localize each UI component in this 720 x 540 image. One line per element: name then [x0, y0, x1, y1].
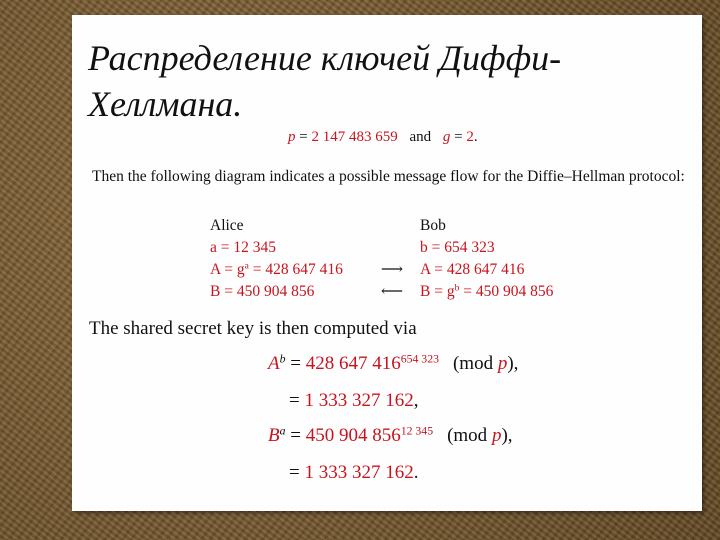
eq1-exp: b [279, 352, 286, 366]
param-g-symbol: g [442, 129, 451, 145]
eq3-power: 12 345 [400, 424, 434, 438]
param-p-value: 2 147 483 659 [311, 129, 398, 145]
eq1-base: A [268, 353, 280, 374]
alice-secret: a = 12 345 [210, 239, 276, 256]
slide-title: Распределение ключей Диффи-Хеллмана. [88, 38, 562, 124]
eq2-value: 1 333 327 162 [304, 390, 414, 411]
eq3-base: B [268, 425, 280, 446]
param-p-symbol: p [288, 129, 296, 145]
eq3-number: 450 904 856 [305, 425, 401, 446]
param-end: . [473, 129, 478, 145]
intro-paragraph: Then the following diagram indicates a possible message flow for the Diffie–Hellman protocol: [92, 168, 685, 185]
eq1-mod: (mod p), [452, 353, 519, 374]
bob-secret: b = 654 323 [420, 239, 495, 256]
shared-secret-intro: The shared secret key is then computed via [89, 318, 417, 339]
param-and: and [409, 129, 432, 145]
eq1-power: 654 323 [400, 352, 439, 366]
equation-3: $B^a = 450$ 904 $856^{12 345}$ (mod p), [268, 424, 513, 446]
equation-2: = 1 333 327 162, [289, 390, 419, 411]
slide-panel [72, 15, 702, 511]
equation-4: = 1 333 327 162. [289, 462, 419, 483]
parameters-line: p = 2 147 483 659 and g = 2. [288, 129, 478, 145]
bob-public-B: $B = g^b = 450$ 904 856 [420, 282, 554, 300]
arrow-right-icon: ⟶ [380, 261, 404, 278]
arrow-left-icon: ⟵ [380, 283, 404, 300]
eq4-value: 1 333 327 162 [304, 462, 414, 483]
bob-label: Bob [420, 217, 446, 234]
param-g-value: 2 [466, 129, 474, 145]
bob-received-A: A = 428 647 416 [420, 261, 525, 278]
eq1-number: 428 647 416 [305, 353, 401, 374]
alice-received-B: B = 450 904 856 [210, 283, 315, 300]
equation-1: $A^b = 428$ 647 $416^{654 323}$ (mod p), [268, 352, 519, 374]
eq3-exp: a [279, 424, 286, 438]
eq3-mod: (mod p), [447, 425, 513, 446]
alice-public-A: $A = g^a = 428$ 647 416 [210, 260, 343, 278]
alice-label: Alice [210, 217, 244, 234]
